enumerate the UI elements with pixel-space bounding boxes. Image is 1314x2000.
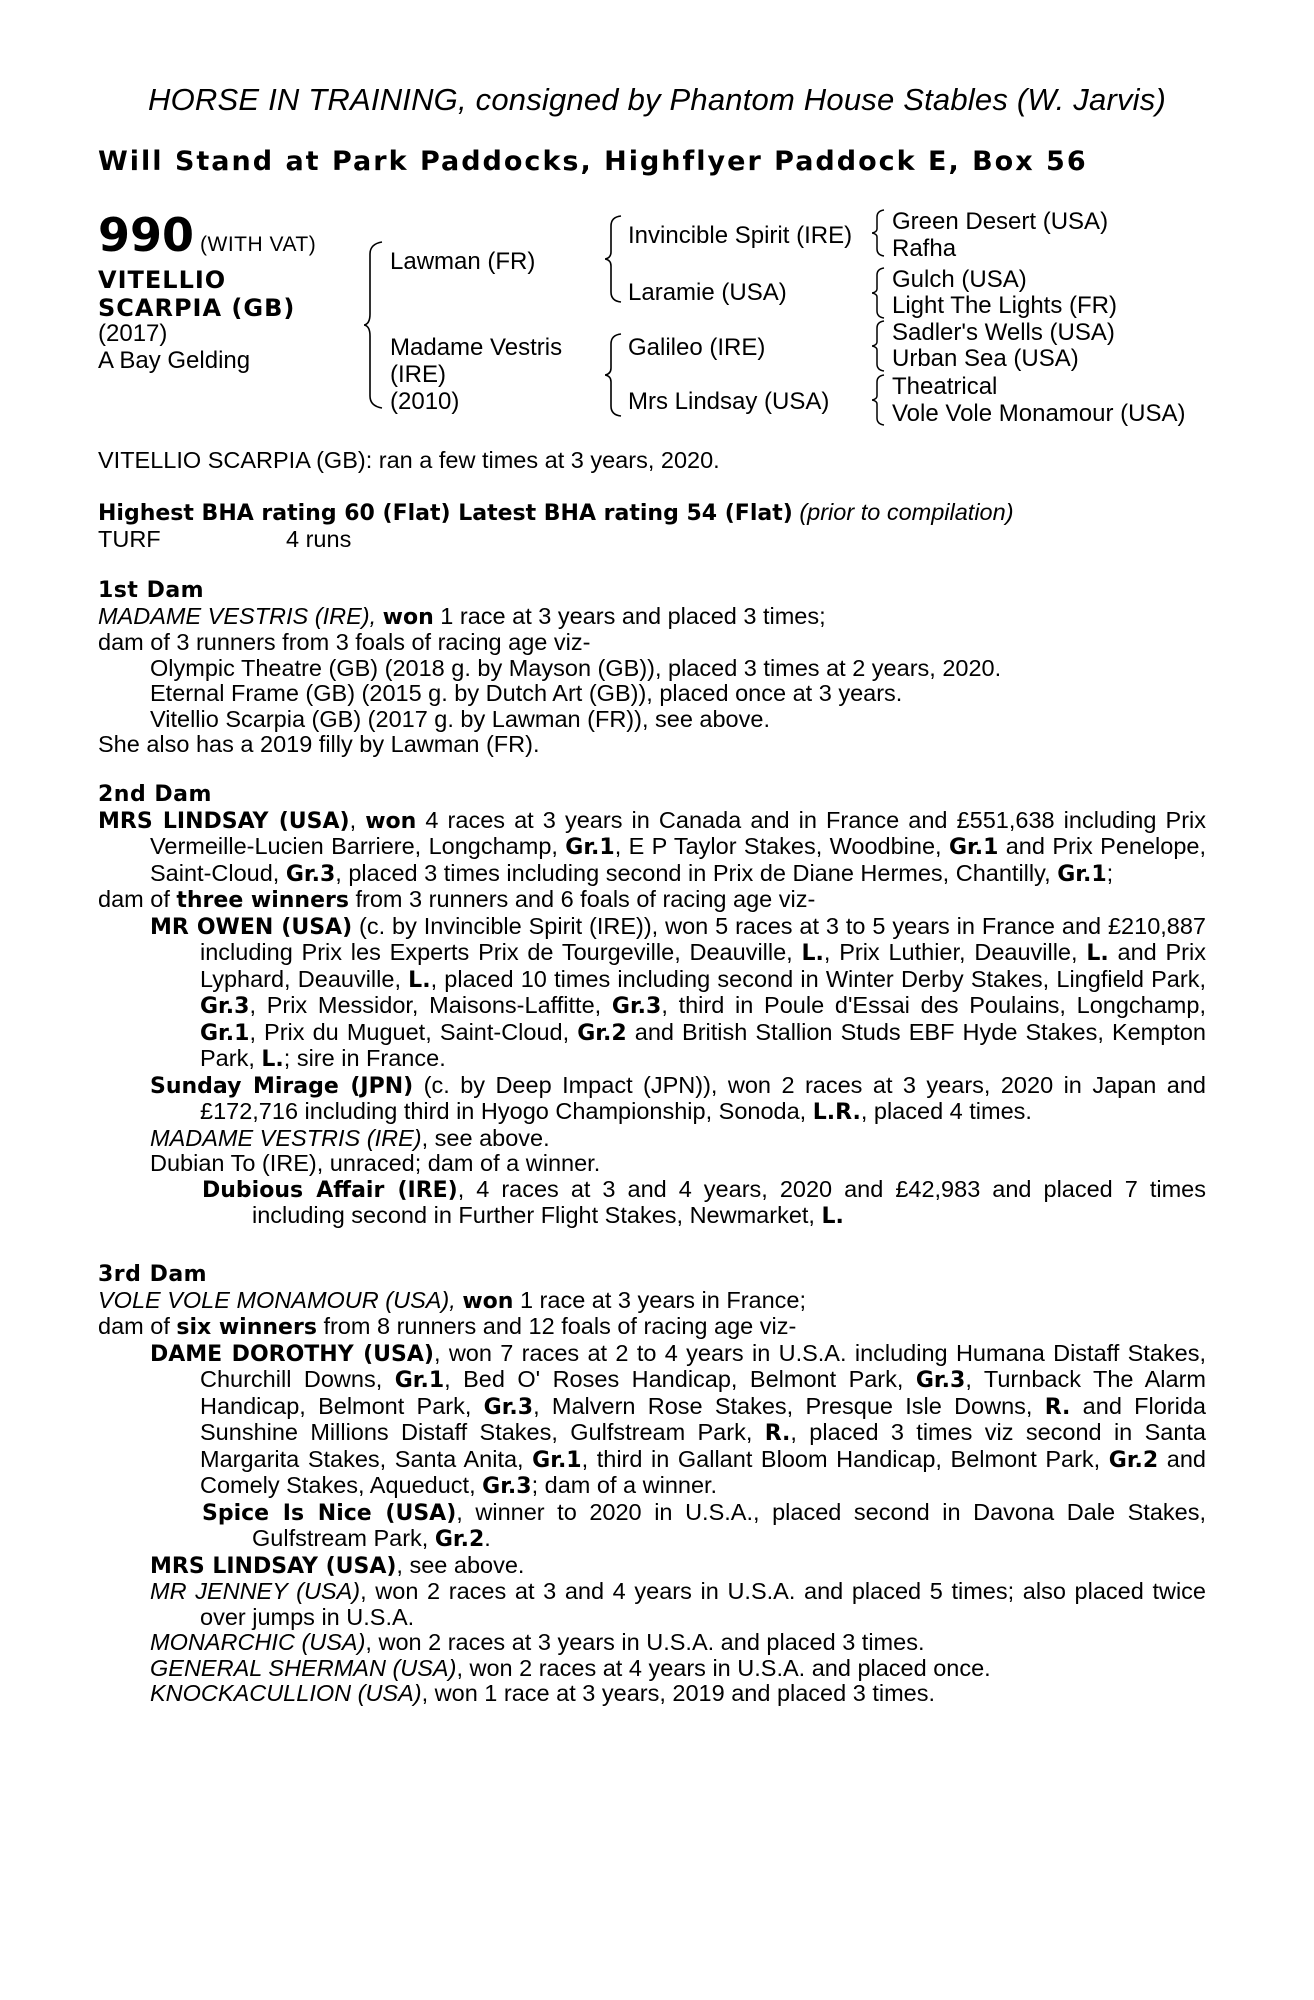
pedigree-brace-sire — [605, 214, 623, 304]
sunday-mirage-name: Sunday Mirage (JPN) — [150, 1073, 414, 1099]
pedigree-g7: Theatrical — [892, 373, 998, 400]
madame-vestris-name: MADAME VESTRIS (IRE) — [150, 1124, 422, 1151]
dame-dorothy-entry — [98, 1341, 1206, 1500]
mr-jenney-entry — [98, 1579, 1206, 1630]
rating-text: Highest BHA rating 60 (Flat) Latest BHA rating 54 (Flat) — [98, 501, 793, 526]
produce-text-b: from 8 runners and 12 foals of racing age viz- — [316, 1313, 797, 1339]
mr-owen-entry — [98, 914, 1206, 1073]
grade-badge: Gr.3 — [285, 861, 336, 887]
produce-text-a: dam of — [98, 886, 177, 912]
grade-badge: Gr.2 — [1108, 1447, 1159, 1473]
pedigree-g8: Vole Vole Monamour (USA) — [892, 400, 1186, 427]
owen-t9: ; sire in France. — [283, 1045, 446, 1071]
dame-dorothy-name: DAME DOROTHY (USA) — [150, 1341, 434, 1367]
pedigree-dam-line3: (2010) — [390, 388, 460, 415]
monarchic-name: MONARCHIC (USA) — [150, 1629, 366, 1655]
grade-badge: Gr.1 — [1057, 861, 1107, 887]
lot-number-value: 990 — [98, 208, 195, 262]
rating-block — [98, 500, 1206, 552]
second-dam-record: MRS LINDSAY (USA), won 4 races at 3 years in Canada and in France and £551,638 including Prix Vermeille-Lucien Barriere, Longchamp, Gr.1, E P Taylor Stakes, Woodbine, Gr.1 and Prix Penelope, Saint-Cloud, Gr.3, placed 3 times including second in Prix de Diane Hermes, Chantilly, Gr.1; — [98, 806, 1207, 887]
owen-t2: , Prix Luthier, Deauville, — [823, 939, 1087, 965]
first-dam-name: MADAME VESTRIS (IRE), — [98, 602, 377, 629]
pedigree-dam-line1: Madame Vestris — [390, 334, 563, 361]
monarchic-text: , won 2 races at 3 years in U.S.A. and placed 3 times. — [365, 1629, 925, 1655]
grade-badge: Gr.1 — [394, 1368, 445, 1393]
first-dam-won: won — [382, 604, 434, 630]
first-dam-title: 1st Dam — [98, 578, 205, 603]
horse-name — [98, 266, 328, 322]
produce-winners: three winners — [176, 888, 349, 913]
second-dam-t2: , E P Taylor Stakes, Woodbine, — [614, 833, 949, 859]
third-dam-title: 3rd Dam — [98, 1262, 208, 1287]
listed-badge: L. — [408, 967, 431, 993]
grade-badge: Gr.3 — [611, 994, 662, 1019]
produce-text-a: dam of — [98, 1313, 177, 1339]
pedigree-g2: Rafha — [892, 235, 957, 262]
listed-badge: L. — [801, 941, 824, 966]
runs-count: 4 runs — [286, 525, 352, 552]
pedigree-brace-dam — [605, 332, 623, 418]
grade-badge: Gr.1 — [565, 835, 615, 860]
surface-label: TURF — [98, 525, 161, 552]
pedigree-dam-dam: Mrs Lindsay (USA) — [628, 388, 830, 415]
third-dam-produce — [98, 1314, 1206, 1341]
second-dam-t1: 4 races at 3 years in Canada and in France and £551,638 including Prix Vermeille-Lucien Barriere, Longchamp, — [150, 806, 1207, 859]
dubian-entry: Dubian To (IRE), unraced; dam of a winner. — [150, 1150, 601, 1176]
owen-t6: , third in Poule d'Essai des Poulains, Longchamp, — [661, 992, 1206, 1018]
first-dam-foal-2: Eternal Frame (GB) (2015 g. by Dutch Art (GB)), placed once at 3 years. — [150, 680, 903, 706]
pedigree-dam-sire: Galileo (IRE) — [628, 334, 766, 361]
spice-t1: , winner to 2020 in U.S.A., placed second in Davona Dale Stakes, Gulfstream Park, — [252, 1498, 1206, 1551]
second-dam-won: won — [365, 808, 417, 834]
knockacullion-name: KNOCKACULLION (USA) — [150, 1680, 422, 1706]
mr-owen-name: MR OWEN (USA) — [150, 914, 353, 940]
first-dam-note: She also has a 2019 filly by Lawman (FR). — [98, 731, 540, 757]
spice-is-nice-entry — [98, 1500, 1206, 1553]
pedigree-g6: Urban Sea (USA) — [892, 345, 1079, 372]
rating-note: (prior to compilation) — [799, 499, 1014, 525]
third-dam-name: VOLE VOLE MONAMOUR (USA), — [98, 1286, 456, 1313]
listed-badge: L. — [821, 1204, 844, 1229]
first-dam-section — [98, 578, 1206, 758]
madame-vestris-text: , see above. — [421, 1124, 550, 1151]
grade-badge: Gr.2 — [577, 1020, 627, 1046]
pedigree-g5: Sadler's Wells (USA) — [892, 319, 1115, 346]
pedigree-brace-g2 — [872, 266, 886, 320]
produce-winners: six winners — [176, 1315, 317, 1340]
pedigree-dam — [390, 334, 562, 415]
horse-description: A Bay Gelding — [98, 347, 251, 374]
mrs-lindsay-name: MRS LINDSAY (USA) — [150, 1553, 397, 1579]
pedigree-sire: Lawman (FR) — [390, 248, 536, 275]
mr-jenney-name: MR JENNEY (USA) — [150, 1578, 361, 1604]
vat-label: (WITH VAT) — [200, 233, 317, 256]
general-sherman-text: , won 2 races at 4 years in U.S.A. and placed once. — [456, 1654, 991, 1681]
second-dam-t4: , placed 3 times including second in Prix de Diane Hermes, Chantilly, — [335, 859, 1058, 886]
pedigree-g4: Light The Lights (FR) — [892, 292, 1117, 319]
grade-badge: Gr.3 — [915, 1368, 966, 1393]
owen-t7: , Prix du Muguet, Saint-Cloud, — [249, 1018, 578, 1045]
grade-badge: Gr.3 — [483, 1394, 534, 1420]
lot-number — [98, 208, 316, 262]
mrs-lindsay-text: , see above. — [396, 1551, 525, 1578]
first-dam-record — [98, 604, 1206, 631]
grade-badge: Gr.2 — [434, 1527, 485, 1552]
horse-name-line2: SCARPIA (GB) — [98, 294, 296, 322]
knockacullion-text: , won 1 race at 3 years, 2019 and placed 3 times. — [421, 1680, 935, 1706]
mr-jenney-text: , won 2 races at 3 and 4 years in U.S.A. and placed 5 times; also placed twice over jumps in U.S.A. — [200, 1578, 1206, 1630]
grade-badge: Gr.1 — [948, 835, 999, 860]
pedigree-brace-g3 — [872, 319, 886, 373]
dorothy-t9: ; dam of a winner. — [531, 1472, 718, 1498]
spice-t2: . — [484, 1525, 491, 1551]
listed-badge: L.R. — [812, 1100, 861, 1125]
first-dam-foal-1: Olympic Theatre (GB) (2018 g. by Mayson (GB)), placed 3 times at 2 years, 2020. — [150, 654, 1002, 681]
consignment-heading: HORSE IN TRAINING, consigned by Phantom House Stables (W. Jarvis) — [148, 82, 1166, 117]
first-dam-produce: dam of 3 runners from 3 foals of racing age viz- — [98, 629, 591, 655]
owen-t3: and Prix Lyphard, Deauville, — [200, 939, 1206, 992]
grade-badge: Gr.1 — [200, 1020, 250, 1046]
stand-location: Will Stand at Park Paddocks, Highflyer Paddock E, Box 56 — [98, 146, 1088, 177]
grade-badge: Gr.1 — [532, 1447, 582, 1473]
pedigree-g1: Green Desert (USA) — [892, 208, 1109, 235]
second-dam-name: MRS LINDSAY (USA) — [98, 808, 350, 834]
mrs-lindsay-entry — [98, 1553, 1206, 1580]
owen-t5: , Prix Messidor, Maisons-Laffitte, — [249, 992, 612, 1018]
listed-badge: L. — [261, 1047, 284, 1072]
pedigree-g3: Gulch (USA) — [892, 266, 1027, 293]
dorothy-t4: , Malvern Rose Stakes, Presque Isle Downs, — [533, 1392, 1045, 1419]
third-dam-section — [98, 1262, 1206, 1707]
owen-t1: (c. by Invincible Spirit (IRE)), won 5 races at 3 to 5 years in France and £210,887 including Prix les Experts Prix de Tourgeville, Deauville, — [200, 912, 1207, 965]
first-dam-foal-3: Vitellio Scarpia (GB) (2017 g. by Lawman (FR)), see above. — [150, 705, 770, 732]
pedigree-sire-dam: Laramie (USA) — [628, 279, 787, 306]
restricted-badge: R. — [1044, 1394, 1071, 1420]
pedigree-brace-g1 — [872, 208, 886, 258]
restricted-badge: R. — [764, 1421, 791, 1446]
third-dam-t1: 1 race at 3 years in France; — [513, 1286, 807, 1313]
pedigree-dam-line2: (IRE) — [390, 361, 446, 388]
grade-badge: Gr.3 — [482, 1474, 532, 1499]
dorothy-t5: and Florida Sunshine Millions Distaff Stakes, Gulfstream Park, — [200, 1392, 1206, 1445]
sunday-mirage-entry — [98, 1073, 1206, 1126]
dorothy-t7: , third in Gallant Bloom Handicap, Belmont Park, — [581, 1445, 1109, 1472]
pedigree-brace-g4 — [872, 373, 886, 427]
dubious-t1: , 4 races at 3 and 4 years, 2020 and £42,983 and placed 7 times including second in Further Flight Stakes, Newmarket, — [252, 1175, 1206, 1228]
owen-t4: , placed 10 times including second in Winter Derby Stakes, Lingfield Park, — [430, 965, 1206, 992]
general-sherman-entry — [98, 1656, 1206, 1682]
dubious-affair-entry — [98, 1177, 1206, 1230]
second-dam-title: 2nd Dam — [98, 782, 212, 807]
second-dam-t5: ; — [1106, 859, 1114, 886]
monarchic-entry — [98, 1630, 1206, 1656]
third-dam-won: won — [462, 1288, 514, 1314]
produce-text-b: from 3 runners and 6 foals of racing age viz- — [348, 886, 816, 912]
race-summary: VITELLIO SCARPIA (GB): ran a few times at 3 years, 2020. — [98, 447, 720, 473]
pedigree-brace-main — [364, 240, 384, 410]
second-dam-produce — [98, 887, 1206, 914]
spice-is-nice-name: Spice Is Nice (USA) — [202, 1500, 457, 1526]
sunday-t1: (c. by Deep Impact (JPN)), won 2 races at 3 years, 2020 in Japan and £172,716 including third in Hyogo Championship, Sonoda, — [200, 1071, 1206, 1124]
third-dam-record — [98, 1288, 1206, 1315]
general-sherman-name: GENERAL SHERMAN (USA) — [150, 1654, 457, 1681]
sunday-t2: , placed 4 times. — [860, 1098, 1032, 1124]
first-dam-record-text: 1 race at 3 years and placed 3 times; — [433, 602, 826, 629]
dorothy-t1: , won 7 races at 2 to 4 years in U.S.A. including Humana Distaff Stakes, Churchill Downs, — [200, 1339, 1206, 1392]
dorothy-t3: , Turnback The Alarm Handicap, Belmont Park, — [200, 1366, 1206, 1419]
second-dam-t3: and Prix Penelope, Saint-Cloud, — [150, 833, 1206, 886]
horse-year: (2017) — [98, 320, 168, 347]
dorothy-t6: , placed 3 times viz second in Santa Margarita Stakes, Santa Anita, — [200, 1419, 1206, 1472]
horse-name-line1: VITELLIO — [98, 266, 227, 294]
madame-vestris-entry — [98, 1126, 1206, 1152]
dorothy-t2: , Bed O' Roses Handicap, Belmont Park, — [444, 1366, 916, 1392]
knockacullion-entry — [98, 1681, 1206, 1707]
pedigree-sire-sire: Invincible Spirit (IRE) — [628, 222, 853, 249]
dorothy-t8: and Comely Stakes, Aqueduct, — [200, 1445, 1206, 1498]
listed-badge: L. — [1086, 941, 1109, 966]
owen-t8: and British Stallion Studs EBF Hyde Stakes, Kempton Park, — [200, 1018, 1206, 1071]
horse-details — [98, 320, 250, 374]
second-dam-section — [98, 782, 1206, 1230]
dubious-affair-name: Dubious Affair (IRE) — [202, 1177, 458, 1203]
grade-badge: Gr.3 — [200, 994, 250, 1019]
